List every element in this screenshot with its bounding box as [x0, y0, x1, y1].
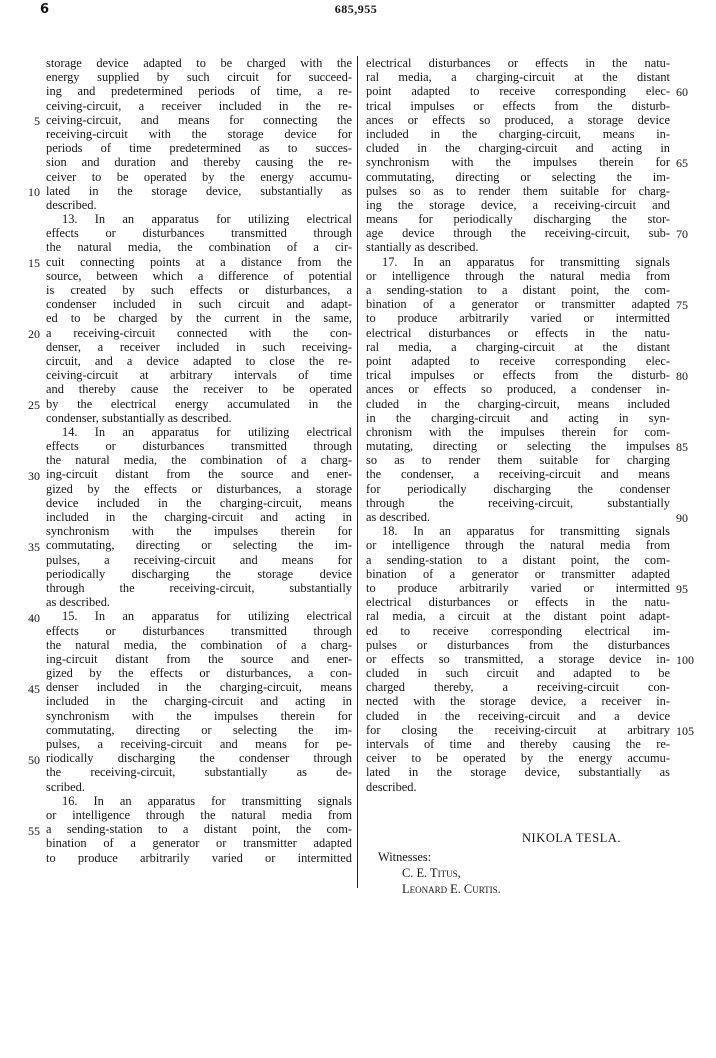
margin-line-number: 35 — [28, 539, 40, 554]
text-line: stantially as described. — [366, 240, 479, 255]
text-line: cluded in the receiving-circuit and a device — [366, 708, 670, 723]
margin-line-number: 5 — [34, 113, 40, 128]
text-line: condenser, substantially as described. — [46, 410, 232, 425]
text-line: ances or effects so produced, a storage device — [366, 112, 670, 127]
text-line: cluded in the charging-circuit, means included — [366, 396, 670, 411]
text-line: a sending-station to a distant point, the com- — [366, 283, 670, 297]
margin-line-number: 55 — [28, 823, 40, 838]
text-line: as described. — [366, 510, 430, 524]
text-line: 14. In an apparatus for utilizing electrical — [62, 424, 352, 439]
text-line: ral media, a circuit at the distant point adapt- — [366, 609, 670, 624]
margin-line-number: 40 — [28, 610, 40, 625]
text-line: 18. In an apparatus for transmitting signals — [382, 524, 670, 539]
text-line: electrical disturbances or effects in the natu- — [366, 595, 670, 610]
left-column — [46, 56, 352, 865]
text-line: gized by the effects or disturbances, a storage — [46, 481, 352, 496]
text-line: scribed. — [46, 779, 85, 794]
text-line: charged thereby, a receiving-circuit con- — [366, 680, 670, 695]
margin-line-number: 100 — [676, 653, 694, 668]
text-line: commutating, directing or selecting the im- — [366, 169, 670, 184]
text-line: included in the charging-circuit and acting in — [46, 694, 352, 709]
margin-line-number: 50 — [28, 752, 40, 767]
text-line: storage device adapted to be charged with the — [46, 56, 352, 70]
text-line: ceiver to be operated by the energy accumu- — [366, 751, 670, 766]
text-line: the natural media, the combination of a charg- — [46, 637, 352, 652]
witness-name: Leonard E. Curtis. — [402, 882, 501, 896]
text-line: periodically discharging the storage device — [46, 566, 352, 581]
text-line: mutating, directing or selecting the impulses — [366, 439, 670, 454]
text-line: gized by the effects or disturbances, a con- — [46, 666, 352, 681]
text-line: a sending-station to a distant point, the com- — [366, 552, 670, 567]
text-line: so as to render them suitable for charging — [366, 453, 670, 468]
text-line: commutating, directing or selecting the im- — [46, 722, 352, 737]
text-line: ceiver to be operated by the energy accumu- — [46, 169, 352, 184]
text-line: trical impulses or effects from the disturb- — [366, 368, 670, 383]
witness-name: C. E. Titus, — [402, 866, 461, 880]
margin-line-number: 30 — [28, 468, 40, 483]
text-line: ing the storage device, a receiving-circuit and — [366, 197, 670, 212]
margin-line-number: 10 — [28, 184, 40, 199]
text-line: synchronism with the impulses therein for — [46, 524, 352, 539]
text-line: included in the charging-circuit, means in- — [366, 126, 670, 141]
text-line: by the electrical energy accumulated in the — [46, 396, 352, 411]
text-line: age device through the receiving-circuit, sub- — [366, 226, 670, 241]
text-line: ing-circuit distant from the source and ener- — [46, 651, 352, 666]
text-line: riodically discharging the condenser through — [46, 751, 352, 766]
text-line: ceiving-circuit, and means for connecting the — [46, 112, 352, 127]
text-line: energy supplied by such circuit for succeed- — [46, 70, 352, 85]
text-line: bination of a generator or transmitter adapted — [366, 297, 670, 312]
witnesses-label: Witnesses: — [378, 850, 432, 864]
text-line: 15. In an apparatus for utilizing electrical — [62, 609, 352, 624]
text-line: pulses, a receiving-circuit and means for — [46, 552, 352, 567]
text-line: ral media, a charging-circuit at the distant — [366, 70, 670, 85]
text-line: denser, a receiver included in such receiving- — [46, 339, 352, 354]
text-line: lated in the storage device, substantially as — [46, 183, 352, 198]
text-line: cluded in the charging-circuit and acting in — [366, 141, 670, 156]
text-line: for closing the receiving-circuit at arbitrary — [366, 722, 670, 737]
text-line: or intelligence through the natural media from — [46, 807, 352, 822]
text-line: the receiving-circuit, substantially as de- — [46, 765, 352, 780]
text-line: pulses or disturbances from the disturbances — [366, 637, 670, 652]
text-line: effects or disturbances transmitted through — [46, 439, 352, 454]
margin-line-number: 65 — [676, 156, 688, 171]
text-line: pulses so as to render them suitable for charg- — [366, 183, 670, 198]
text-line: lated in the storage device, substantially as — [366, 765, 670, 780]
column-divider — [357, 56, 358, 888]
page-number: 6 — [40, 2, 50, 17]
text-line: ing and predetermined periods of time, a re- — [46, 84, 352, 99]
text-line: pulses, a receiving-circuit and means for pe- — [46, 737, 352, 751]
margin-line-number: 45 — [28, 681, 40, 696]
text-line: to produce arbitrarily varied or intermitted — [366, 580, 670, 595]
text-line: sion and duration and thereby causing the re- — [46, 155, 352, 170]
text-line: cluded in such circuit and adapted to be — [366, 666, 670, 681]
text-line: bination of a generator or transmitter adapted — [366, 566, 670, 581]
text-line: effects or disturbances transmitted through — [46, 623, 352, 638]
text-line: or intelligence through the natural media from — [366, 538, 670, 553]
text-line: condenser included in such circuit and adapt- — [46, 297, 352, 312]
text-line: the natural media, the combination of a cir- — [46, 240, 352, 255]
text-line: the condenser, a receiving-circuit and means — [366, 467, 670, 482]
margin-line-number: 80 — [676, 369, 688, 384]
text-line: bination of a generator or transmitter adapted — [46, 836, 352, 851]
text-line: ceiving-circuit at arbitrary intervals of time — [46, 368, 352, 383]
text-line: a sending-station to a distant point, the com- — [46, 822, 352, 837]
text-line: ing-circuit distant from the source and ener- — [46, 467, 352, 482]
text-line: or intelligence through the natural media from — [366, 268, 670, 283]
text-line: periods of time predetermined as to succes- — [46, 141, 352, 156]
text-line: 17. In an apparatus for transmitting signals — [382, 254, 670, 269]
text-line: and thereby cause the receiver to be operated — [46, 382, 352, 397]
text-line: point adapted to receive corresponding elec- — [366, 84, 670, 99]
text-line: means for periodically discharging the stor- — [366, 212, 670, 227]
inventor-signature: NIKOLA TESLA. — [522, 831, 622, 845]
text-line: trical impulses or effects from the disturb- — [366, 98, 670, 113]
margin-line-number: 90 — [676, 511, 688, 526]
text-line: ral media, a charging-circuit at the distant — [366, 339, 670, 354]
text-line: synchronism with the impulses therein for — [46, 708, 352, 723]
text-line: 13. In an apparatus for utilizing electrical — [62, 212, 352, 227]
text-line: nected with the storage device, a receiver in- — [366, 694, 670, 709]
text-line: ances or effects so produced, a condenser in- — [366, 382, 670, 397]
patent-number: 685,955 — [334, 2, 378, 16]
text-line: in the charging-circuit and acting in syn- — [366, 410, 670, 425]
text-line: intervals of time and thereby causing the re- — [366, 737, 670, 751]
text-line: synchronism with the impulses therein for — [366, 155, 670, 170]
text-line: effects or disturbances transmitted through — [46, 226, 352, 241]
text-line: for periodically discharging the condenser — [366, 481, 670, 496]
text-line: receiving-circuit with the storage device for — [46, 126, 352, 141]
text-line: electrical disturbances or effects in the natu- — [366, 56, 670, 70]
text-line: or effects so transmitted, a storage device in- — [366, 651, 670, 666]
margin-line-number: 20 — [28, 326, 40, 341]
text-line: to produce arbitrarily varied or intermitted — [366, 311, 670, 326]
text-line: device included in the charging-circuit, means — [46, 495, 352, 510]
text-line: denser included in the charging-circuit, means — [46, 680, 352, 695]
text-line: described. — [46, 197, 97, 212]
text-line: a receiving-circuit connected with the con- — [46, 325, 352, 340]
text-line: electrical disturbances or effects in the natu- — [366, 325, 670, 340]
text-line: cuit connecting points at a distance from the — [46, 254, 352, 269]
text-line: is created by such effects or disturbances, a — [46, 283, 352, 297]
margin-line-number: 85 — [676, 440, 688, 455]
text-line: through the receiving-circuit, substantially — [46, 580, 352, 595]
text-line: source, between which a difference of potential — [46, 268, 352, 283]
margin-line-number: 70 — [676, 227, 688, 242]
margin-line-number: 105 — [676, 724, 694, 739]
text-line: ed to be charged by the current in the same, — [46, 311, 352, 326]
margin-line-number: 15 — [28, 255, 40, 270]
text-line: described. — [366, 779, 417, 794]
text-line: point adapted to receive corresponding elec- — [366, 353, 670, 368]
text-line: as described. — [46, 595, 110, 610]
margin-line-number: 75 — [676, 298, 688, 313]
text-line: ceiving-circuit, a receiver included in the re- — [46, 98, 352, 113]
text-line: to produce arbitrarily varied or intermitted — [46, 850, 352, 865]
margin-line-number: 60 — [676, 85, 688, 100]
text-line: commutating, directing or selecting the im- — [46, 538, 352, 553]
margin-line-number: 25 — [28, 397, 40, 412]
text-line: 16. In an apparatus for transmitting signals — [62, 793, 352, 808]
text-line: the natural media, the combination of a charg- — [46, 453, 352, 468]
text-line: through the receiving-circuit, substantially — [366, 495, 670, 510]
text-line: circuit, and a device adapted to close the re- — [46, 353, 352, 368]
margin-line-number: 95 — [676, 582, 688, 597]
right-column — [366, 56, 670, 794]
text-line: included in the charging-circuit and acting in — [46, 510, 352, 524]
text-line: chronism with the impulses therein for com- — [366, 424, 670, 439]
text-line: ed to receive corresponding electrical im- — [366, 623, 670, 638]
